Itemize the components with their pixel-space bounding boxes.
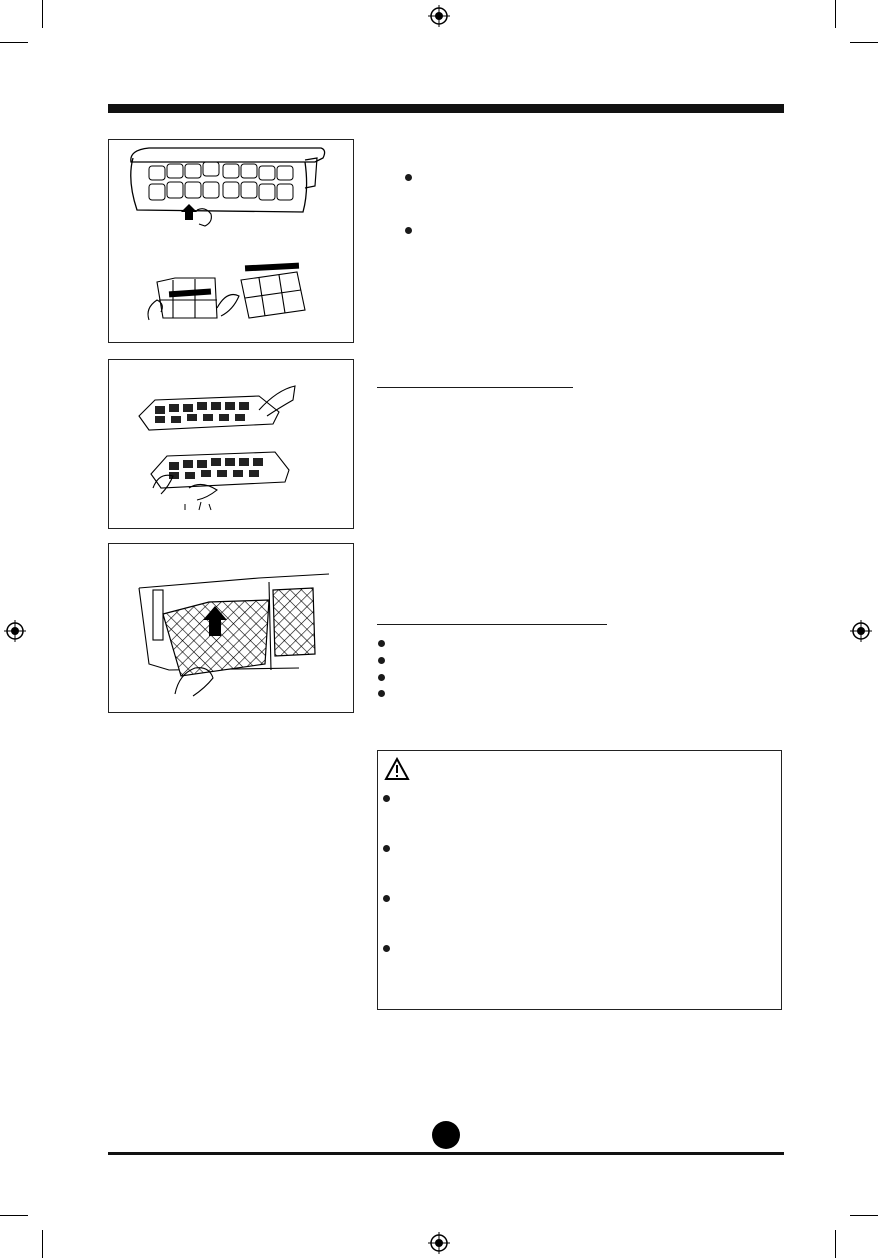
bullet-marker: [378, 690, 385, 697]
caution-box: [377, 750, 782, 1010]
section-heading-underline: [377, 387, 573, 388]
warning-triangle-icon: [384, 757, 410, 781]
crop-mark-tl-h: [0, 42, 28, 43]
registration-crosshair-icon: [428, 1232, 450, 1254]
bullet-marker: [383, 895, 390, 902]
bullet-marker: [383, 945, 390, 952]
filter-insertion-illustration: [109, 544, 353, 712]
registration-crosshair-icon: [4, 620, 26, 642]
registration-crosshair-icon: [428, 5, 450, 27]
crop-mark-tr-v: [835, 0, 836, 28]
bullet-marker: [378, 640, 385, 647]
figure-remove-filter: [108, 139, 354, 343]
header-rule: [108, 104, 784, 113]
crop-mark-tl-v: [42, 0, 43, 28]
section-heading-underline: [377, 624, 607, 625]
figure-install-filter: [108, 543, 354, 713]
crop-mark-br-v: [835, 1230, 836, 1258]
registration-crosshair-icon: [850, 620, 872, 642]
bullet-marker: [383, 795, 390, 802]
bullet-marker: [405, 227, 412, 234]
footer-rule: [108, 1152, 784, 1155]
bullet-marker: [378, 674, 385, 681]
bullet-marker: [383, 845, 390, 852]
crop-mark-tr-h: [850, 42, 878, 43]
crop-mark-bl-h: [0, 1215, 28, 1216]
crop-mark-br-h: [850, 1215, 878, 1216]
filter-washing-illustration: [109, 360, 353, 528]
page-number-badge: [432, 1121, 460, 1149]
figure-clean-filter: [108, 359, 354, 529]
crop-mark-bl-v: [42, 1230, 43, 1258]
bullet-marker: [378, 657, 385, 664]
filter-removal-illustration: [109, 140, 353, 342]
bullet-marker: [405, 174, 412, 181]
